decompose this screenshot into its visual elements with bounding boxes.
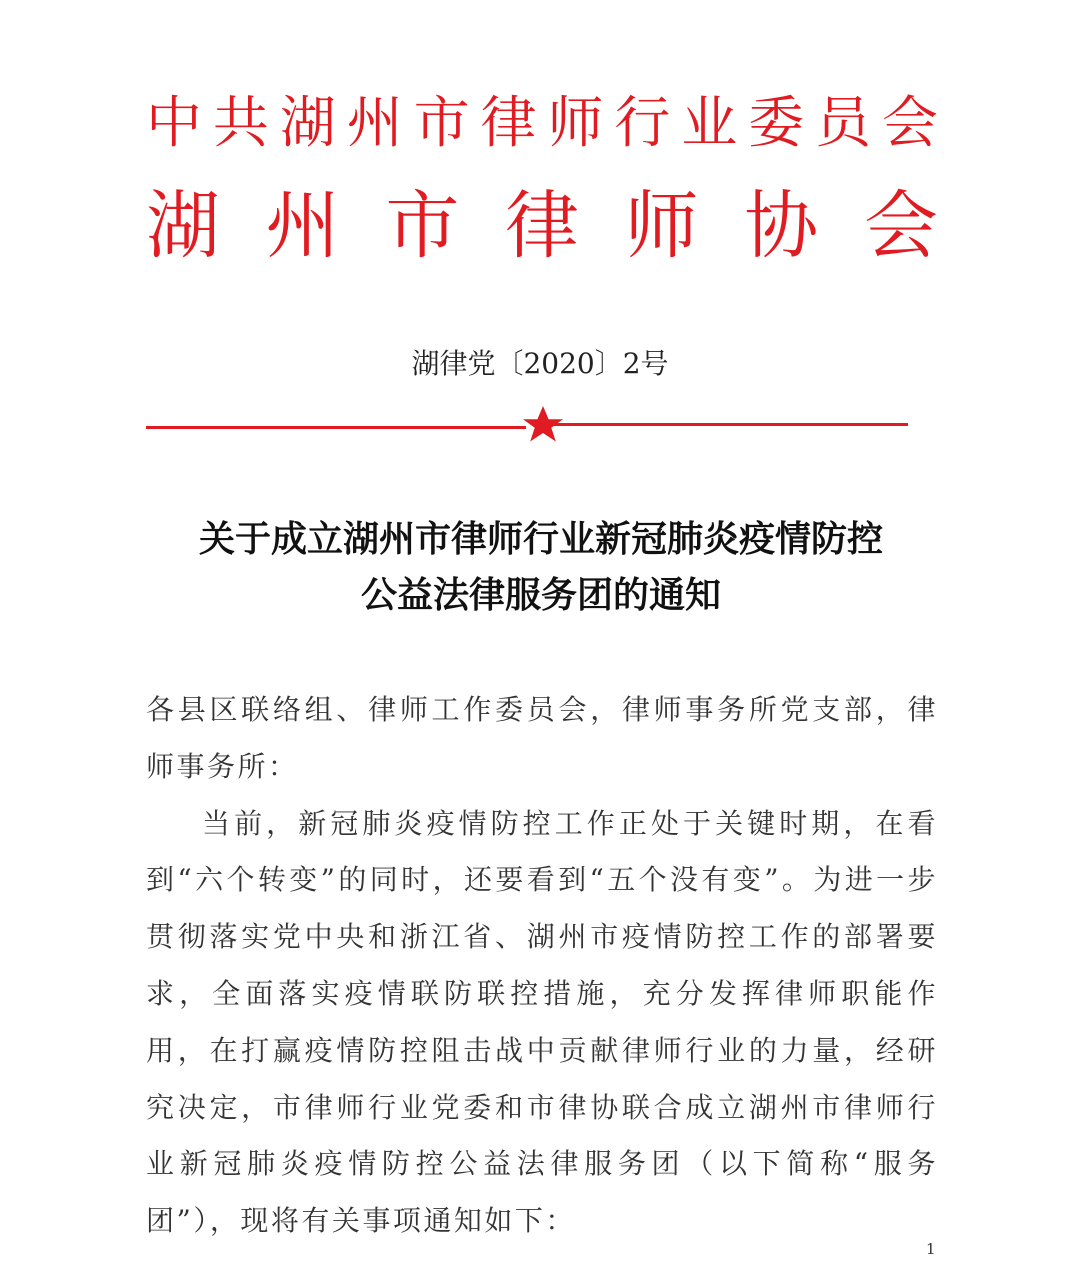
header-association-name: [146, 184, 938, 268]
header-char: 市: [413, 91, 470, 156]
header-char: 州: [346, 91, 403, 156]
document-body: [146, 682, 938, 1250]
header-char: 中: [146, 91, 202, 156]
title-line-2: 公益法律服务团的通知: [360, 575, 721, 616]
document-title: [146, 512, 936, 624]
header-char: 会: [881, 91, 938, 156]
header-char: 师: [547, 91, 604, 156]
title-line-1: 关于成立湖州市律师行业新冠肺炎疫情防控: [198, 519, 883, 560]
header-char: 湖: [279, 91, 336, 156]
header-char: 业: [681, 91, 738, 156]
header-char: 律: [480, 91, 537, 156]
red-divider: [146, 404, 908, 444]
header-char: 师: [624, 183, 699, 269]
header-char: 律: [504, 183, 579, 269]
header-char: 委: [748, 91, 805, 156]
header-committee-name: [146, 92, 938, 156]
page-number: 1: [926, 1240, 936, 1258]
header-char: 协: [744, 183, 819, 269]
header-char: 州: [265, 183, 340, 269]
document-number: 湖律党〔2020〕2号: [411, 347, 669, 380]
body-paragraph: 当前，新冠肺炎疫情防控工作正处于关键时期，在看到“六个转变”的同时，还要看到“五个没有变”。为进一步贯彻落实党中央和浙江省、湖州市疫情防控工作的部署要求，全面落实疫情联防联控措施，充分发挥律师职能作用，在打赢疫情防控阻击战中贡献律师行业的力量，经研究决定，市律师行业党委和市律协联合成立湖州市律师行业新冠肺炎疫情防控公益法律服务团（以下简称“服务团”），现将有关事项通知如下：: [146, 806, 938, 1238]
header-char: 会: [863, 183, 938, 269]
header-char: 员: [815, 91, 872, 156]
header-char: 湖: [146, 183, 220, 269]
header-char: 行: [614, 91, 671, 156]
salutation: 各县区联络组、律师工作委员会，律师事务所党支部，律师事务所：: [146, 693, 938, 783]
header-char: 共: [212, 91, 269, 156]
header-char: 市: [385, 183, 460, 269]
divider-line: [146, 404, 908, 444]
